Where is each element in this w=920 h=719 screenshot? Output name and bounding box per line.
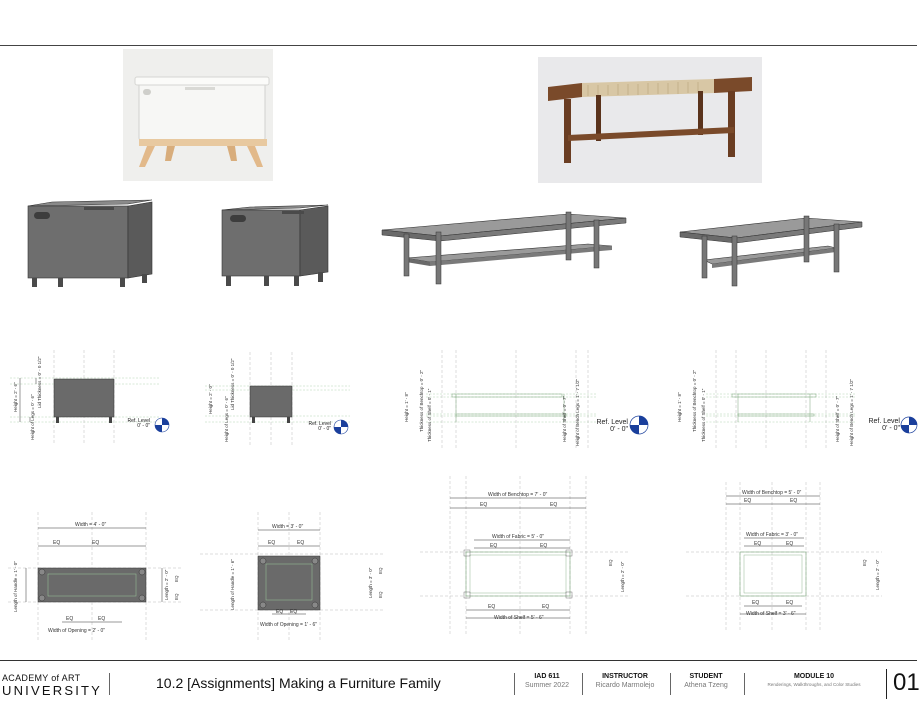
dim-lid: Lid Thickness = 0' - 0 1/2" — [37, 356, 42, 408]
divider — [744, 673, 745, 695]
dim-fabric-width: Width of Fabric = 5' - 0" — [492, 534, 545, 540]
toy-chest-illustration — [123, 49, 273, 181]
svg-text:EQ: EQ — [378, 591, 383, 598]
svg-text:EQ: EQ — [752, 600, 760, 606]
svg-text:EQ: EQ — [550, 502, 558, 508]
svg-text:EQ: EQ — [290, 609, 298, 615]
top-rule — [0, 45, 917, 46]
dim-benchtop-width: Width of Benchtop = 5' - 0" — [742, 490, 802, 496]
student-block: STUDENT Athena Tzeng — [684, 673, 728, 689]
dim-width: Width = 3' - 0" — [272, 524, 304, 530]
course-block: IAD 611 Summer 2022 — [525, 673, 569, 689]
bench-photo — [538, 57, 762, 183]
dim-shelf-thickness: Thickness of Shelf = 0' - 1" — [701, 388, 706, 442]
ref-level-label: Ref. Level 0' - 0" — [127, 418, 150, 429]
dim-shelf-width: Width of Shelf = 5' - 6" — [494, 615, 544, 621]
instructor-block: INSTRUCTOR Ricardo Marmolejo — [595, 673, 655, 689]
bench-illustration — [538, 57, 762, 183]
dim-fabric-width: Width of Fabric = 3' - 0" — [746, 532, 799, 538]
dim-shelf-height: Height of Shelf = 0' - 7" — [835, 395, 840, 442]
svg-text:EQ: EQ — [297, 540, 305, 546]
dim-opening: Width of Opening = 2' - 0" — [48, 628, 106, 634]
module-block: MODULE 10 Renderings, Walkthroughs, and Color Studies — [767, 673, 861, 687]
dim-benchtop: Thickness of Benchtop = 0' - 2" — [692, 369, 697, 432]
svg-text:EQ: EQ — [786, 541, 794, 547]
svg-text:EQ: EQ — [488, 604, 496, 610]
dim-length: Length = 2' - 0" — [620, 561, 625, 592]
bench-large-plan — [420, 476, 638, 636]
svg-text:EQ: EQ — [268, 540, 276, 546]
svg-text:EQ: EQ — [862, 559, 867, 566]
svg-text:EQ: EQ — [540, 543, 548, 549]
dim-benchtop-width: Width of Benchtop = 7' - 0" — [488, 492, 548, 498]
svg-text:EQ: EQ — [378, 567, 383, 574]
svg-text:EQ: EQ — [92, 540, 100, 546]
ref-level-label: Ref. Level 0' - 0" — [868, 418, 900, 432]
svg-text:EQ: EQ — [174, 593, 179, 600]
divider — [109, 673, 110, 695]
divider — [886, 669, 887, 699]
dim-height: Height = 2' - 0" — [208, 384, 213, 414]
svg-text:EQ: EQ — [276, 609, 284, 615]
svg-text:EQ: EQ — [480, 502, 488, 508]
dim-shelf-height: Height of Shelf = 0' - 7" — [562, 395, 567, 442]
dim-shelf-thickness: Thickness of Shelf = 0' - 1" — [427, 388, 432, 442]
dim-height: Height = 1' - 8" — [677, 392, 682, 422]
chest-large-plan — [8, 512, 188, 642]
svg-text:EQ: EQ — [608, 559, 613, 566]
title-block — [0, 660, 920, 719]
ref-level-label: Ref. Level 0' - 0" — [596, 419, 628, 433]
chest-large-3d-view — [24, 196, 159, 291]
bench-small-plan — [686, 482, 886, 632]
dim-height: Height = 1' - 8" — [404, 392, 409, 422]
dim-length: Length = 2' - 0" — [875, 559, 880, 590]
toy-chest-photo — [123, 49, 273, 181]
chest-large-elevation — [0, 348, 175, 448]
dim-length: Length = 3' - 0" — [368, 567, 373, 598]
svg-text:EQ: EQ — [744, 498, 752, 504]
divider — [582, 673, 583, 695]
bench-large-elevation — [396, 350, 656, 450]
dim-width: Width = 4' - 0" — [75, 522, 107, 528]
dim-handle: Length of Handle = 1' - 6" — [230, 559, 235, 610]
dim-legs: Height of Legs = 0' - 6" — [224, 396, 229, 442]
svg-text:EQ: EQ — [53, 540, 61, 546]
bench-small-3d-view — [678, 210, 868, 292]
dim-opening: Width of Opening = 1' - 6" — [260, 622, 318, 628]
chest-small-3d-view — [218, 202, 334, 292]
sheet-title: 10.2 [Assignments] Making a Furniture Family — [156, 675, 441, 691]
dim-bench-legs: Height of Bench Legs = 1' - 7 1/2" — [849, 378, 854, 446]
sheet-number: 01 — [893, 669, 920, 696]
dim-legs: Height of Legs = 0' - 6" — [30, 394, 35, 440]
bench-large-3d-view — [380, 208, 630, 290]
dim-benchtop: Thickness of Benchtop = 0' - 2" — [419, 369, 424, 432]
svg-text:EQ: EQ — [66, 616, 74, 622]
svg-text:EQ: EQ — [790, 498, 798, 504]
bench-small-elevation — [676, 350, 917, 450]
svg-text:EQ: EQ — [786, 600, 794, 606]
ref-level-label: Ref. Level 0' - 0" — [308, 421, 331, 432]
dim-length: Length = 2' - 0" — [164, 569, 169, 600]
chest-small-elevation — [200, 350, 355, 450]
dim-lid: Lid Thickness = 0' - 0 1/2" — [230, 358, 235, 410]
dim-handle: Length of Handle = 1' - 0" — [13, 561, 18, 612]
svg-text:EQ: EQ — [98, 616, 106, 622]
dim-shelf-width: Width of Shelf = 3' - 6" — [746, 611, 796, 617]
divider — [514, 673, 515, 695]
school-logo: ACADEMY of ART UNIVERSITY — [2, 673, 103, 698]
svg-text:EQ: EQ — [174, 575, 179, 582]
chest-small-plan — [200, 512, 390, 642]
svg-text:EQ: EQ — [542, 604, 550, 610]
dim-height: Height = 2' - 6" — [13, 382, 18, 412]
svg-text:EQ: EQ — [754, 541, 762, 547]
svg-text:EQ: EQ — [490, 543, 498, 549]
divider — [670, 673, 671, 695]
dim-bench-legs: Height of Bench Legs = 1' - 7 1/2" — [575, 378, 580, 446]
